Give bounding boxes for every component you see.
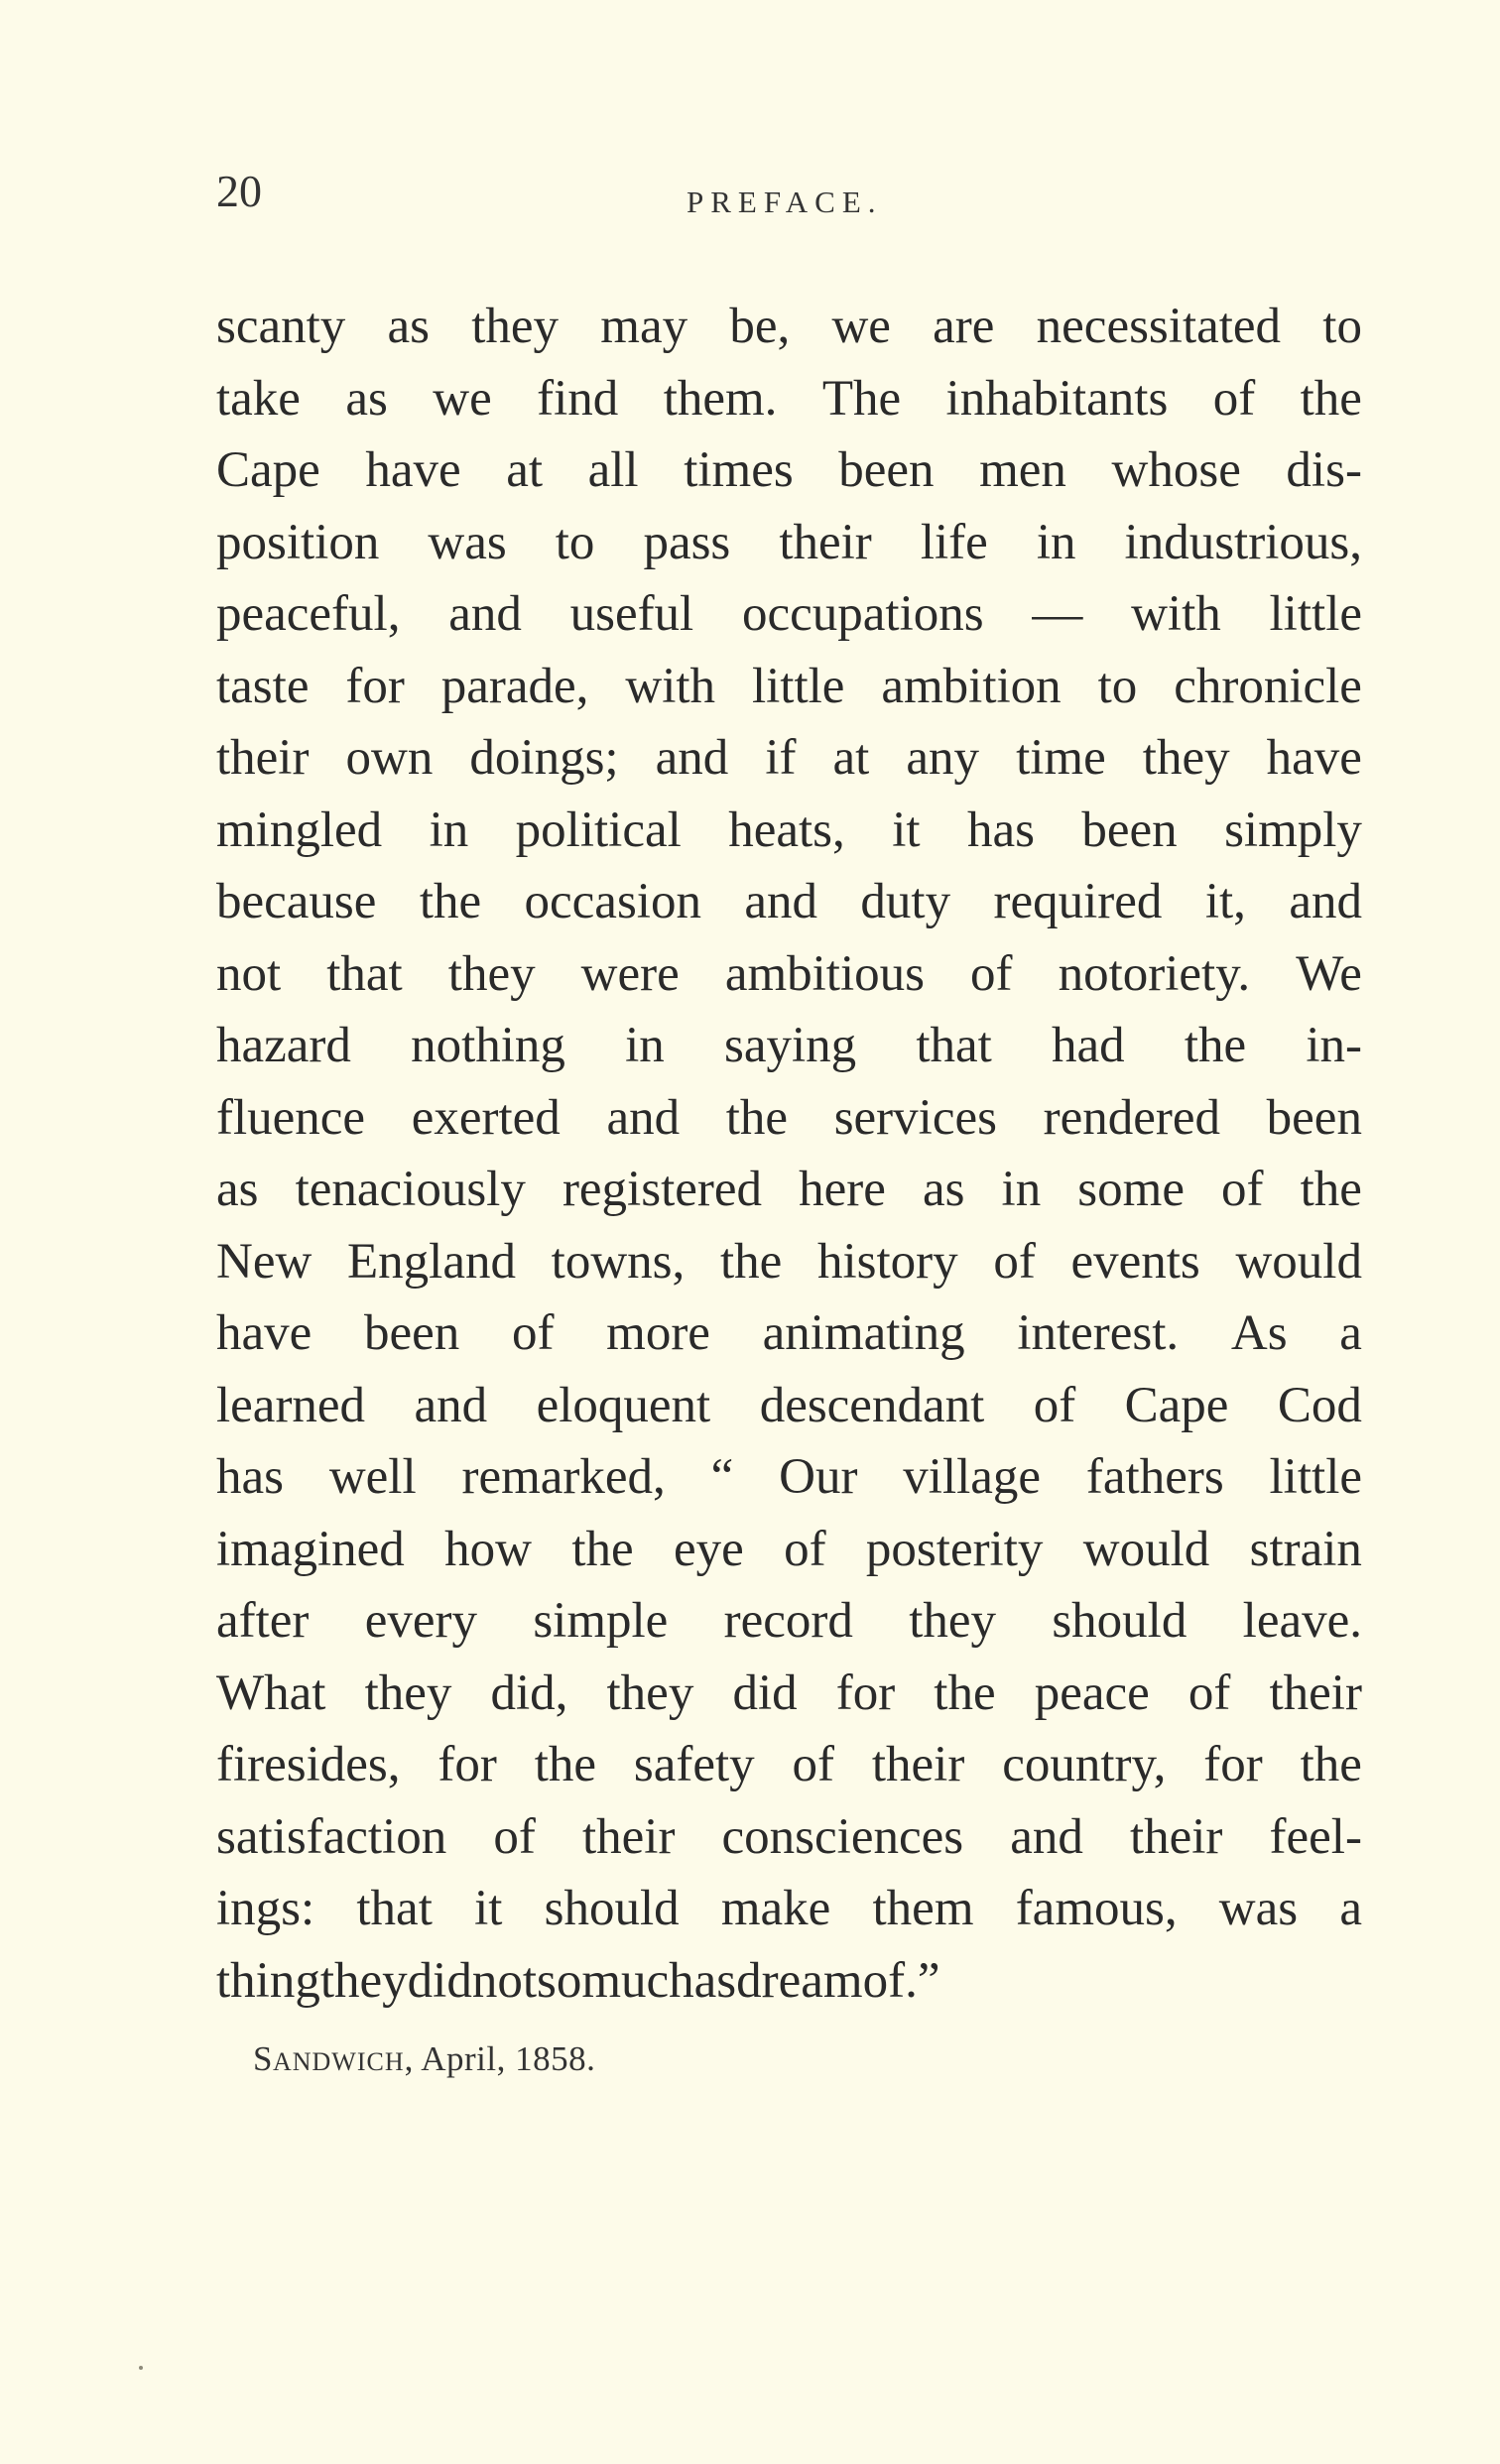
word: any [906, 730, 980, 786]
word: Cape [216, 442, 320, 498]
word: that [916, 1018, 992, 1073]
word: doings; [469, 730, 619, 786]
word: after [216, 1593, 310, 1649]
word: the [719, 1233, 783, 1290]
page-number: 20 [216, 166, 262, 216]
word: thing [216, 1952, 320, 2009]
word: the [934, 1664, 996, 1721]
word: was [1218, 1881, 1299, 1936]
text-line [216, 578, 1362, 651]
word: all [587, 442, 639, 498]
word: peace [1034, 1664, 1150, 1721]
word: life [920, 514, 988, 570]
word: have [1266, 730, 1362, 786]
word: What [216, 1664, 326, 1721]
word: them. [663, 370, 778, 427]
word: fathers [1085, 1449, 1224, 1505]
word: more [606, 1305, 710, 1361]
word: of.” [862, 1952, 940, 2009]
word: learned [216, 1377, 366, 1433]
text-line [216, 1082, 1362, 1155]
word: occasion [524, 874, 701, 929]
word: of [1212, 370, 1256, 427]
word: registered [562, 1162, 762, 1217]
word: was [428, 514, 507, 570]
word: much [581, 1952, 694, 2009]
word: for [1203, 1737, 1263, 1792]
word: because [216, 874, 377, 929]
text-line [216, 1297, 1362, 1370]
word: had [1052, 1018, 1125, 1073]
word: and [414, 1377, 488, 1433]
word: eloquent [536, 1377, 711, 1433]
word: record [723, 1593, 853, 1649]
word: heats, [728, 801, 845, 858]
word: of [511, 1305, 555, 1361]
word: history [816, 1233, 958, 1290]
word: been [363, 1305, 460, 1361]
word: would [1235, 1233, 1362, 1290]
word: chronicle [1174, 658, 1362, 714]
word: their [779, 514, 872, 570]
word: of [970, 945, 1013, 1002]
word: for [345, 658, 405, 714]
word: were [580, 945, 680, 1002]
text-line [216, 507, 1362, 579]
word: with [625, 658, 716, 714]
word: that [326, 945, 403, 1002]
text-line [216, 1370, 1362, 1442]
word: duty [860, 874, 951, 929]
word: the [571, 1521, 634, 1577]
word: as [216, 1162, 259, 1217]
word: take [216, 370, 301, 427]
word: for [835, 1664, 896, 1721]
word: — [1032, 586, 1083, 642]
word: their [1269, 1664, 1362, 1721]
word: mingled [216, 801, 383, 858]
word: the [1300, 370, 1362, 427]
text-line [216, 1514, 1362, 1586]
word: they [447, 945, 536, 1002]
word: own [345, 730, 434, 786]
word: pass [643, 514, 731, 570]
word: have [365, 442, 461, 498]
word: to [1097, 658, 1138, 714]
word: remarked, [461, 1449, 666, 1505]
word: as [387, 299, 431, 354]
text-line [216, 434, 1362, 507]
text-line [216, 1658, 1362, 1730]
word: their [1129, 1808, 1223, 1865]
word: of [993, 1233, 1036, 1290]
text-line [216, 1010, 1362, 1082]
word: scanty [216, 299, 346, 354]
word: As [1230, 1305, 1288, 1361]
preface-body-text [216, 291, 1362, 2017]
word: time [1016, 730, 1106, 786]
word: we [433, 370, 492, 427]
text-line [216, 1729, 1362, 1801]
word: been [838, 442, 935, 498]
word: in [625, 1018, 665, 1073]
word: not [216, 945, 282, 1002]
word: of [493, 1808, 536, 1865]
word: they [1142, 730, 1230, 786]
word: useful [569, 586, 694, 642]
word: required [993, 874, 1163, 929]
word: famous, [1015, 1881, 1178, 1936]
word: the [725, 1089, 789, 1146]
word: posterity [865, 1521, 1044, 1577]
text-line-last [216, 1945, 1362, 2018]
word: as [693, 1952, 737, 2009]
word: necessitated [1036, 299, 1282, 354]
word: ambition [881, 658, 1062, 714]
word: feel- [1269, 1808, 1362, 1865]
word: have [216, 1305, 312, 1361]
word: that [356, 1881, 433, 1936]
word: with [1131, 586, 1221, 642]
word: imagined [216, 1521, 405, 1577]
word: to [1322, 299, 1362, 354]
word: descendant [759, 1377, 985, 1433]
word: animating [762, 1305, 965, 1361]
word: may [600, 299, 688, 354]
word: political [515, 801, 682, 858]
text-line [216, 1441, 1362, 1514]
word: services [833, 1089, 997, 1146]
word: in [1036, 514, 1076, 570]
word: it [474, 1881, 503, 1936]
word: how [444, 1521, 532, 1577]
word: to [555, 514, 595, 570]
word: it [892, 801, 921, 858]
word: ambitious [724, 945, 925, 1002]
text-line [216, 291, 1362, 363]
word: so [537, 1952, 582, 2009]
text-line [216, 1585, 1362, 1658]
word: whose [1111, 442, 1241, 498]
word: little [1269, 586, 1362, 642]
word: well [328, 1449, 417, 1505]
word: should [544, 1881, 680, 1936]
word: some [1077, 1162, 1185, 1217]
word: find [537, 370, 619, 427]
word: simple [533, 1593, 669, 1649]
word: of [1033, 1377, 1076, 1433]
word: rendered [1043, 1089, 1221, 1146]
word: they [909, 1593, 996, 1649]
word: the [534, 1737, 597, 1792]
word: simply [1224, 801, 1362, 858]
word: “ [710, 1449, 734, 1505]
text-line [216, 1154, 1362, 1226]
word: here [799, 1162, 886, 1217]
word: tenaciously [295, 1162, 526, 1217]
word: of [1188, 1664, 1231, 1721]
word: of [792, 1737, 835, 1792]
word: exerted [411, 1089, 561, 1146]
word: they [364, 1664, 452, 1721]
word: the [1184, 1018, 1247, 1073]
word: ings: [216, 1881, 315, 1936]
paper-speck [139, 2366, 143, 2370]
word: towns, [551, 1233, 686, 1290]
text-line [216, 722, 1362, 795]
word: dis- [1286, 442, 1362, 498]
word: dream [736, 1952, 863, 2009]
word: Cod [1277, 1377, 1362, 1433]
text-line [216, 363, 1362, 435]
word: and [655, 730, 729, 786]
word: peaceful, [216, 586, 401, 642]
word: if [765, 730, 797, 786]
word: would [1082, 1521, 1210, 1577]
word: has [966, 801, 1035, 858]
word: the [1300, 1162, 1362, 1217]
word: saying [723, 1018, 857, 1073]
word: should [1052, 1593, 1188, 1649]
word: has [216, 1449, 284, 1505]
word: Cape [1124, 1377, 1229, 1433]
signature-dateline [253, 2041, 595, 2076]
word: times [684, 442, 794, 498]
word: in- [1306, 1018, 1362, 1073]
signature-place-initial: S [253, 2039, 273, 2078]
word: the [419, 874, 482, 929]
word: in [1001, 1162, 1042, 1217]
word: occupations [741, 586, 984, 642]
word: we [831, 299, 891, 354]
word: they [606, 1664, 694, 1721]
word: did [407, 1952, 472, 2009]
word: at [506, 442, 544, 498]
word: New [216, 1233, 312, 1290]
text-line [216, 938, 1362, 1011]
word: for [438, 1737, 497, 1792]
word: as [345, 370, 388, 427]
word: of [1221, 1162, 1264, 1217]
word: and [744, 874, 818, 929]
word: make [720, 1881, 831, 1936]
word: parade, [440, 658, 589, 714]
word: and [606, 1089, 681, 1146]
word: as [922, 1162, 965, 1217]
word: industrious, [1124, 514, 1362, 570]
word: the [1300, 1737, 1362, 1792]
word: their [216, 730, 310, 786]
word: they [471, 299, 560, 354]
word: nothing [411, 1018, 565, 1073]
text-line [216, 866, 1362, 938]
word: their [581, 1808, 676, 1865]
word: inhabitants [945, 370, 1169, 427]
signature-place-rest: ANDWICH [272, 2047, 405, 2076]
word: notoriety. [1058, 945, 1251, 1002]
text-line [216, 795, 1362, 867]
text-line [216, 651, 1362, 723]
word: are [933, 299, 995, 354]
signature-date: , April, 1858. [404, 2039, 596, 2078]
word: safety [633, 1737, 755, 1792]
word: it, [1204, 874, 1246, 929]
word: leave. [1242, 1593, 1362, 1649]
word: be, [729, 299, 791, 354]
word: firesides, [216, 1737, 401, 1792]
word: taste [216, 658, 310, 714]
word: England [347, 1233, 516, 1290]
word: did [732, 1664, 798, 1721]
word: their [871, 1737, 965, 1792]
word: fluence [216, 1089, 366, 1146]
word: not [471, 1952, 537, 2009]
word: a [1339, 1305, 1362, 1361]
text-line [216, 1801, 1362, 1874]
word: village [903, 1449, 1042, 1505]
word: a [1339, 1881, 1362, 1936]
word: Our [779, 1449, 858, 1505]
word: them [872, 1881, 974, 1936]
word: and [1010, 1808, 1083, 1865]
word: position [216, 514, 380, 570]
word: strain [1249, 1521, 1362, 1577]
word: The [821, 370, 902, 427]
word: men [979, 442, 1066, 498]
text-line [216, 1873, 1362, 1945]
word: been [1266, 1089, 1362, 1146]
word: little [751, 658, 845, 714]
word: country, [1002, 1737, 1167, 1792]
word: We [1296, 945, 1362, 1002]
word: at [832, 730, 870, 786]
word: and [1289, 874, 1362, 929]
word: consciences [721, 1808, 964, 1865]
word: little [1269, 1449, 1362, 1505]
word: hazard [216, 1018, 351, 1073]
word: every [364, 1593, 477, 1649]
word: satisfaction [216, 1808, 447, 1865]
word: been [1081, 801, 1178, 858]
word: they [319, 1952, 408, 2009]
word: and [448, 586, 522, 642]
word: did, [490, 1664, 568, 1721]
word: in [429, 801, 469, 858]
word: of [784, 1521, 826, 1577]
word: eye [673, 1521, 744, 1577]
word: events [1070, 1233, 1200, 1290]
word: interest. [1017, 1305, 1180, 1361]
text-line [216, 1226, 1362, 1298]
running-head: PREFACE. [687, 185, 883, 219]
